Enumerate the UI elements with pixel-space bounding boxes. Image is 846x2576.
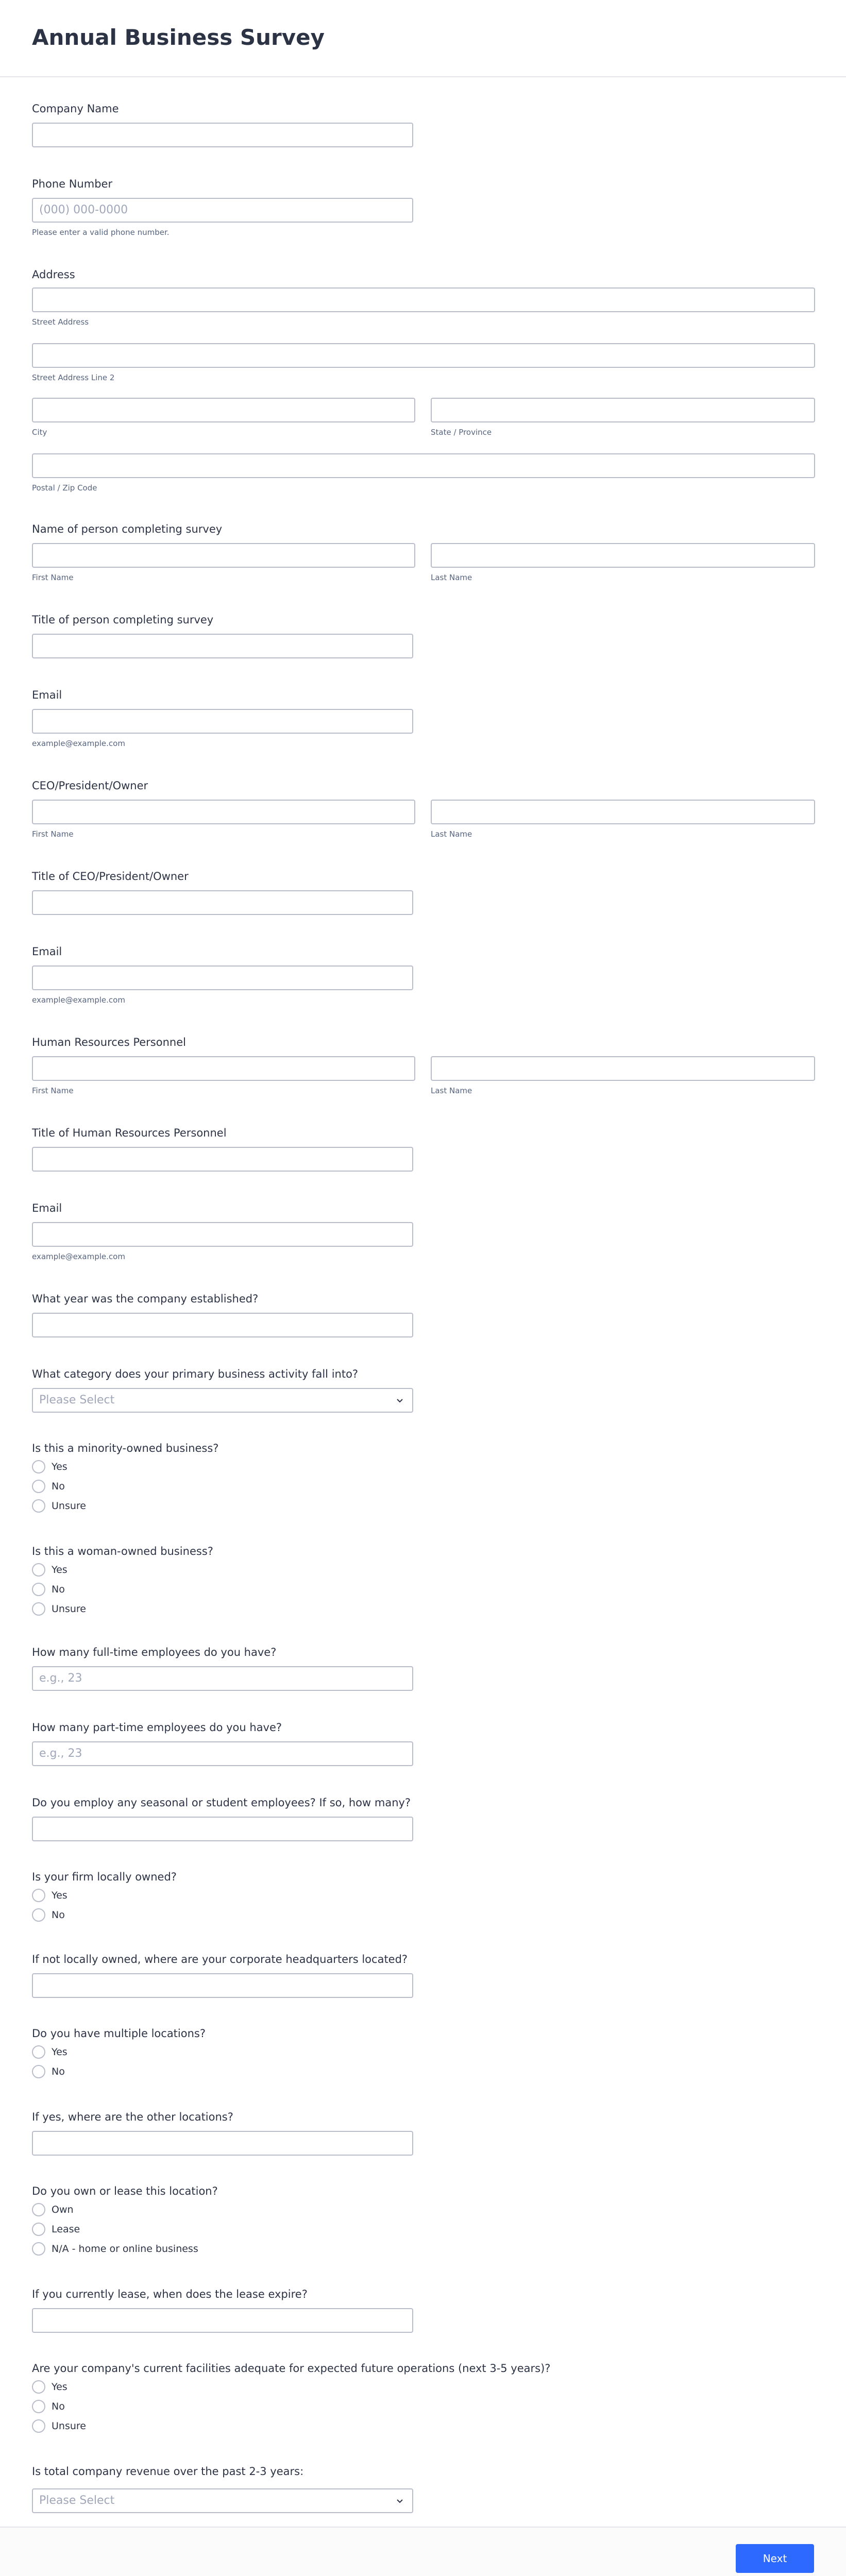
minority-owned-field <box>32 1440 815 1512</box>
ceo-field <box>32 778 815 839</box>
category-field <box>32 1366 815 1406</box>
woman-no-option[interactable] <box>32 1582 65 1597</box>
own-lease-field <box>32 2183 815 2255</box>
revenue-label: Is total company revenue over the past 2-3 years: <box>32 2465 304 2478</box>
person-first-name-input[interactable] <box>32 543 415 568</box>
email-hint-2: example@example.com <box>32 995 125 1005</box>
form-header <box>0 0 846 77</box>
hr-title-label: Title of Human Resources Personnel <box>32 1127 227 1139</box>
year-established-field <box>32 1291 815 1307</box>
person-title-field <box>32 612 815 628</box>
minority-yes-option[interactable] <box>32 1459 67 1475</box>
radio-icon <box>32 1460 45 1473</box>
ceo-title-input[interactable] <box>32 890 413 915</box>
email-hint-1: example@example.com <box>32 739 125 748</box>
multi-yes-option[interactable] <box>32 2044 67 2060</box>
lease-expire-label: If you currently lease, when does the lease expire? <box>32 2288 308 2300</box>
headquarters-label: If not locally owned, where are your corporate headquarters located? <box>32 1953 408 1965</box>
form-footer <box>0 2527 846 2576</box>
state-sublabel: State / Province <box>431 428 492 437</box>
locally-owned-field <box>32 1869 815 1921</box>
local-yes-option[interactable] <box>32 1888 67 1903</box>
state-input[interactable] <box>431 398 815 422</box>
fulltime-label: How many full-time employees do you have? <box>32 1646 277 1658</box>
facilities-no-option[interactable] <box>32 2399 65 2414</box>
other-locations-input[interactable] <box>32 2131 413 2156</box>
woman-unsure-option[interactable] <box>32 1601 86 1617</box>
seasonal-input[interactable] <box>32 1817 413 1841</box>
headquarters-input[interactable] <box>32 1973 413 1998</box>
radio-label: Yes <box>52 2046 67 2058</box>
radio-label: Yes <box>52 2381 67 2393</box>
lease-option[interactable] <box>32 2222 80 2237</box>
facilities-yes-option[interactable] <box>32 2379 67 2395</box>
multiple-locations-field <box>32 2026 815 2077</box>
headquarters-field <box>32 1952 815 1967</box>
minority-no-option[interactable] <box>32 1479 65 1494</box>
minority-owned-label: Is this a minority-owned business? <box>32 1442 219 1454</box>
email-label-3: Email <box>32 1202 62 1214</box>
own-option[interactable] <box>32 2202 74 2217</box>
email-input-1[interactable] <box>32 709 413 734</box>
radio-icon <box>32 2400 45 2413</box>
email-field-3 <box>32 1200 815 1261</box>
category-placeholder: Please Select <box>39 1394 115 1406</box>
radio-label: Yes <box>52 1564 67 1575</box>
radio-icon <box>32 2045 45 2059</box>
radio-label: Yes <box>52 1461 67 1472</box>
ceo-title-label: Title of CEO/President/Owner <box>32 870 189 883</box>
postal-sublabel: Postal / Zip Code <box>32 483 97 493</box>
radio-icon <box>32 1583 45 1596</box>
radio-label: No <box>52 2066 65 2077</box>
radio-icon <box>32 2065 45 2078</box>
postal-input[interactable] <box>32 453 815 478</box>
radio-icon <box>32 2203 45 2216</box>
year-established-input[interactable] <box>32 1313 413 1337</box>
phone-field <box>32 176 815 237</box>
street-address-sublabel: Street Address <box>32 317 89 327</box>
chevron-down-icon <box>395 2496 405 2506</box>
phone-input[interactable]: (000) 000-0000 <box>32 198 413 223</box>
radio-label: No <box>52 1584 65 1595</box>
email-field-1 <box>32 687 815 748</box>
phone-label: Phone Number <box>32 178 113 190</box>
other-locations-field <box>32 2109 815 2125</box>
revenue-select[interactable] <box>32 2488 413 2513</box>
facilities-label: Are your company's current facilities adequate for expected future operations (next 3-5 years)? <box>32 2362 551 2375</box>
na-option[interactable] <box>32 2241 198 2257</box>
company-name-input[interactable] <box>32 123 413 147</box>
radio-icon <box>32 1889 45 1902</box>
email-label-1: Email <box>32 689 62 701</box>
woman-owned-field <box>32 1544 815 1615</box>
person-title-label: Title of person completing survey <box>32 614 214 626</box>
revenue-placeholder: Please Select <box>39 2494 115 2507</box>
radio-label: Yes <box>52 1890 67 1901</box>
email-input-2[interactable] <box>32 965 413 990</box>
person-first-name-sublabel: First Name <box>32 573 74 582</box>
person-name-field <box>32 521 815 582</box>
parttime-input[interactable]: e.g., 23 <box>32 1741 413 1766</box>
phone-hint: Please enter a valid phone number. <box>32 228 170 237</box>
seasonal-label: Do you employ any seasonal or student employees? If so, how many? <box>32 1797 411 1809</box>
radio-label: No <box>52 2401 65 2412</box>
hr-first-name-sublabel: First Name <box>32 1086 74 1095</box>
email-input-3[interactable] <box>32 1222 413 1247</box>
person-last-name-sublabel: Last Name <box>431 573 472 582</box>
ceo-title-field <box>32 869 815 884</box>
locally-owned-label: Is your firm locally owned? <box>32 1871 177 1883</box>
radio-label: No <box>52 1909 65 1921</box>
address-label: Address <box>32 268 75 281</box>
other-locations-label: If yes, where are the other locations? <box>32 2111 233 2123</box>
hr-last-name-input[interactable] <box>431 1056 815 1081</box>
lease-expire-input[interactable] <box>32 2308 413 2333</box>
hr-title-field <box>32 1125 815 1141</box>
radio-icon <box>32 2223 45 2236</box>
radio-label: Lease <box>52 2224 80 2235</box>
facilities-unsure-option[interactable] <box>32 2418 86 2434</box>
ceo-first-name-input[interactable] <box>32 800 415 824</box>
person-name-label: Name of person completing survey <box>32 523 223 535</box>
multi-no-option[interactable] <box>32 2064 65 2079</box>
chevron-down-icon <box>395 1395 405 1405</box>
street-address-2-sublabel: Street Address Line 2 <box>32 373 115 382</box>
radio-label: Unsure <box>52 1603 86 1615</box>
radio-label: N/A - home or online business <box>52 2243 198 2255</box>
email-field-2 <box>32 944 815 1005</box>
street-address-input[interactable] <box>32 287 815 312</box>
ceo-label: CEO/President/Owner <box>32 779 148 792</box>
facilities-field <box>32 2361 815 2432</box>
local-no-option[interactable] <box>32 1907 65 1923</box>
radio-icon <box>32 1908 45 1922</box>
parttime-label: How many part-time employees do you have? <box>32 1721 282 1734</box>
radio-icon <box>32 1499 45 1513</box>
address-field <box>32 267 815 493</box>
woman-yes-option[interactable] <box>32 1562 67 1578</box>
form-title: Annual Business Survey <box>32 25 325 50</box>
hr-title-input[interactable] <box>32 1147 413 1172</box>
person-last-name-input[interactable] <box>431 543 815 568</box>
category-label: What category does your primary business activity fall into? <box>32 1368 359 1380</box>
city-input[interactable] <box>32 398 415 422</box>
woman-owned-label: Is this a woman-owned business? <box>32 1545 213 1557</box>
radio-label: No <box>52 1481 65 1492</box>
radio-label: Unsure <box>52 1500 86 1512</box>
company-name-field <box>32 101 815 116</box>
email-label-2: Email <box>32 945 62 958</box>
parttime-field <box>32 1720 815 1760</box>
next-button[interactable]: Next <box>736 2544 814 2573</box>
ceo-last-name-input[interactable] <box>431 800 815 824</box>
ceo-first-name-sublabel: First Name <box>32 829 74 839</box>
radio-label: Own <box>52 2204 74 2215</box>
company-name-label: Company Name <box>32 103 119 115</box>
hr-field <box>32 1035 815 1095</box>
category-select[interactable] <box>32 1388 413 1413</box>
ceo-last-name-sublabel: Last Name <box>431 829 472 839</box>
radio-icon <box>32 1563 45 1577</box>
radio-label: Unsure <box>52 2420 86 2432</box>
seasonal-field <box>32 1795 815 1810</box>
multiple-locations-label: Do you have multiple locations? <box>32 2027 206 2040</box>
hr-label: Human Resources Personnel <box>32 1036 186 1048</box>
minority-unsure-option[interactable] <box>32 1498 86 1514</box>
radio-icon <box>32 2242 45 2256</box>
fulltime-field <box>32 1645 815 1685</box>
fulltime-input[interactable]: e.g., 23 <box>32 1666 413 1691</box>
hr-first-name-input[interactable] <box>32 1056 415 1081</box>
hr-last-name-sublabel: Last Name <box>431 1086 472 1095</box>
radio-icon <box>32 2380 45 2394</box>
own-lease-label: Do you own or lease this location? <box>32 2185 218 2197</box>
lease-expire-field <box>32 2286 815 2302</box>
person-title-input[interactable] <box>32 634 413 658</box>
radio-icon <box>32 1480 45 1493</box>
street-address-2-input[interactable] <box>32 343 815 368</box>
radio-icon <box>32 2419 45 2433</box>
revenue-field <box>32 2464 815 2507</box>
year-established-label: What year was the company established? <box>32 1293 259 1305</box>
email-hint-3: example@example.com <box>32 1252 125 1261</box>
city-sublabel: City <box>32 428 47 437</box>
radio-icon <box>32 1602 45 1616</box>
